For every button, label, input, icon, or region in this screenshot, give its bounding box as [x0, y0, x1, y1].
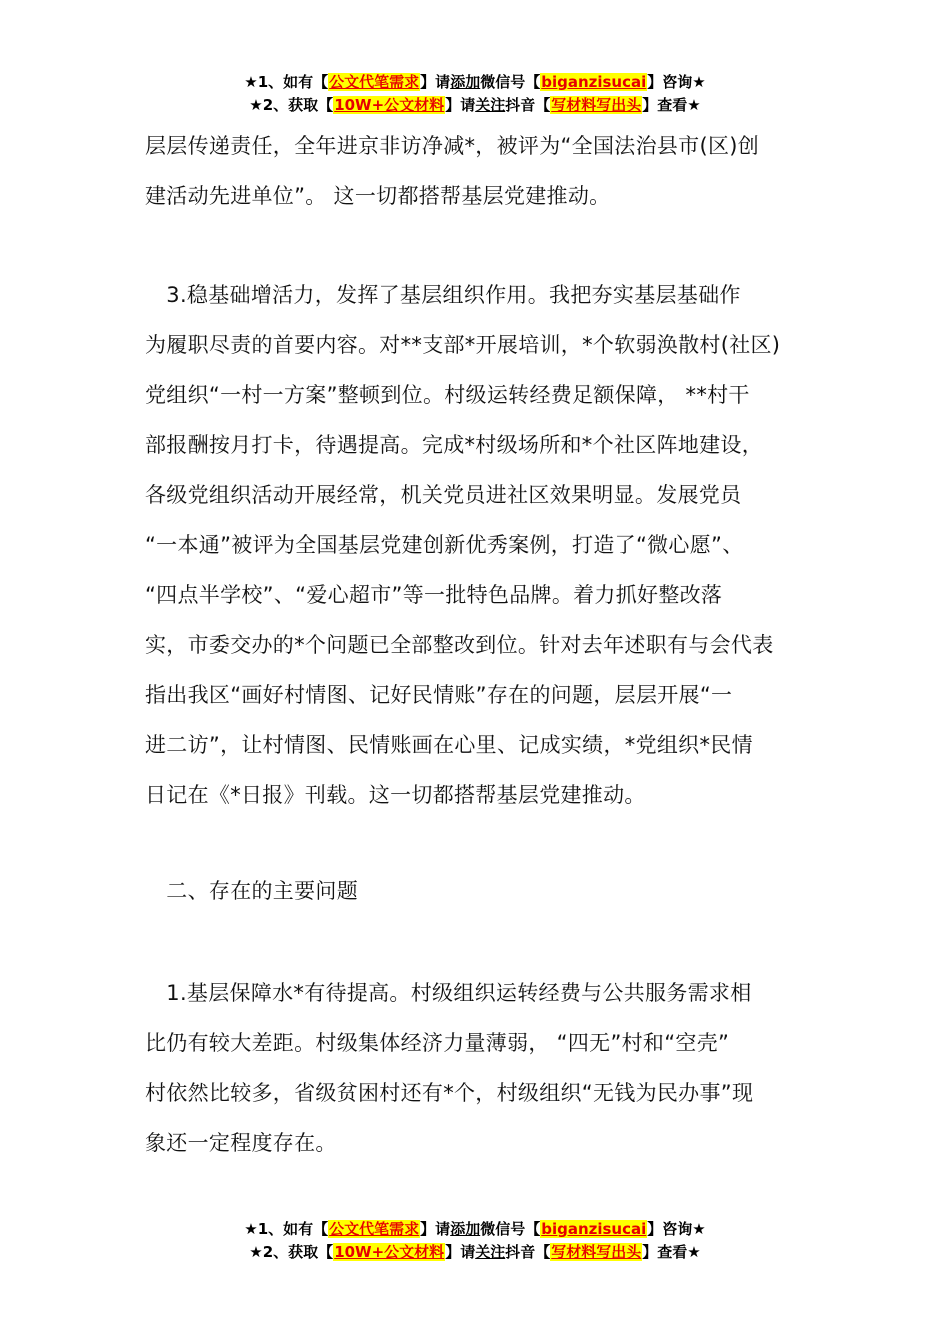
- banner-underlined: 添加: [450, 73, 481, 91]
- text-line: 象还一定程度存在。: [145, 1131, 337, 1155]
- banner-highlight-douyin: 写材料写出头: [551, 1243, 642, 1261]
- text-line: 1.基层保障水*有待提高。村级组织运转经费与公共服务需求相: [145, 981, 752, 1005]
- text-line: 为履职尽责的首要内容。对**支部*开展培训，*个软弱涣散村(社区): [145, 333, 781, 357]
- paragraph-3: [145, 270, 813, 820]
- text-line: 建活动先进单位”。 这一切都搭帮基层党建推动。: [145, 184, 611, 208]
- banner-text: 】查看★: [642, 96, 701, 114]
- text-line: “四点半学校”、“爱心超市”等一批特色品牌。着力抓好整改落: [145, 583, 723, 607]
- text-line: 实，市委交办的*个问题已全部整改到位。针对去年述职有与会代表: [145, 633, 774, 657]
- text-line: 进二访”，让村情图、民情账画在心里、记成实绩，*党组织*民情: [145, 733, 753, 757]
- banner-highlight-materials: 10W+公文材料: [334, 1243, 445, 1261]
- top-banner: [0, 71, 950, 117]
- text-line: 各级党组织活动开展经常，机关党员进社区效果明显。发展党员: [145, 483, 742, 507]
- text-line: 村依然比较多，省级贫困村还有*个，村级组织“无钱为民办事”现: [145, 1081, 754, 1105]
- banner-text: 抖音【: [505, 96, 551, 114]
- text-line: “一本通”被评为全国基层党建创新优秀案例，打造了“微心愿”、: [145, 533, 744, 557]
- banner-highlight-wechat: biganzisucai: [541, 73, 647, 91]
- banner-text: 】咨询★: [647, 1220, 706, 1238]
- banner-highlight-service: 公文代笔需求: [329, 1220, 420, 1238]
- banner-underlined: 添加: [450, 1220, 481, 1238]
- text-line: 比仍有较大差距。村级集体经济力量薄弱， “四无”村和“空壳”: [145, 1031, 730, 1055]
- banner-line-2: [0, 94, 950, 117]
- heading-text: 二、存在的主要问题: [145, 879, 358, 903]
- banner-underlined: 关注: [475, 1243, 506, 1261]
- banner-line-2: [0, 1241, 950, 1264]
- banner-text: 】查看★: [642, 1243, 701, 1261]
- text-line: 层层传递责任，全年进京非访净减*，被评为“全国法治县市(区)创: [145, 134, 760, 158]
- banner-highlight-service: 公文代笔需求: [329, 73, 420, 91]
- banner-text: ★1、如有【: [244, 73, 329, 91]
- banner-text: 】咨询★: [647, 73, 706, 91]
- banner-text: 】请: [420, 73, 451, 91]
- banner-text: 】请: [445, 96, 476, 114]
- banner-highlight-douyin: 写材料写出头: [551, 96, 642, 114]
- paragraph-issues-1: [145, 968, 813, 1168]
- banner-text: 】请: [445, 1243, 476, 1261]
- banner-underlined: 关注: [475, 96, 506, 114]
- banner-highlight-wechat: biganzisucai: [541, 1220, 647, 1238]
- banner-line-1: [0, 1218, 950, 1241]
- text-line: 日记在《*日报》刊载。这一切都搭帮基层党建推动。: [145, 783, 646, 807]
- paragraph-continuation: [145, 121, 813, 221]
- banner-text: ★2、获取【: [249, 96, 334, 114]
- text-line: 党组织“一村一方案”整顿到位。村级运转经费足额保障， **村干: [145, 383, 750, 407]
- section-heading: [145, 866, 813, 916]
- text-line: 指出我区“画好村情图、记好民情账”存在的问题，层层开展“一: [145, 683, 733, 707]
- banner-text: ★1、如有【: [244, 1220, 329, 1238]
- text-line: 部报酬按月打卡，待遇提高。完成*村级场所和*个社区阵地建设，: [145, 433, 763, 457]
- banner-text: ★2、获取【: [249, 1243, 334, 1261]
- banner-text: 微信号【: [480, 73, 541, 91]
- bottom-banner: [0, 1218, 950, 1264]
- banner-text: 】请: [420, 1220, 451, 1238]
- banner-text: 抖音【: [505, 1243, 551, 1261]
- banner-line-1: [0, 71, 950, 94]
- banner-highlight-materials: 10W+公文材料: [334, 96, 445, 114]
- text-line: 3.稳基础增活力，发挥了基层组织作用。我把夯实基层基础作: [145, 283, 741, 307]
- banner-text: 微信号【: [480, 1220, 541, 1238]
